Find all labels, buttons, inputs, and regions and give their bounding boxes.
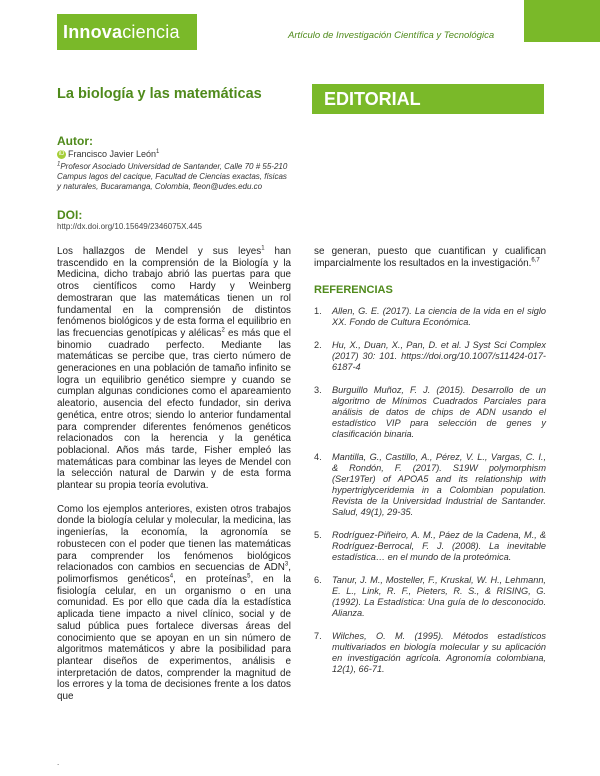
- reference-item: [314, 575, 546, 619]
- p2-text-a: Como los ejemplos anteriores, existen otros trabajos donde la biología celular y molecular, la medicina, las ingenierías, la economía, la agronomía se robustecen con el poder que tienen las matemáticas para comprender los fenómenos biológicos relacionados con cambios en secuencias de ADN: [57, 503, 291, 574]
- reference-number: 2.: [314, 340, 322, 350]
- author-label: Autor:: [57, 134, 93, 148]
- header-accent-block: [524, 0, 600, 42]
- reference-text: Hu, X., Duan, X., Pan, D. et al. J Syst Sci Complex (2017) 30: 101. https://doi.org/10.1007/s11424-017-6187-4: [332, 340, 546, 372]
- orcid-icon[interactable]: iD: [58, 151, 65, 158]
- p2-continued-sup: 6,7: [531, 257, 540, 264]
- affiliation-sup: 1: [57, 161, 61, 168]
- p2-sup-c: 5: [247, 573, 251, 580]
- p1-text-b: han trascendido en la comprensión de la Biología y la Medicina, dicho trabajo abrió las puertas para que otros científicos como Hardy y Weinberg demostraran que las matemáticas tienen un rol fundamental en la comprensión de distintos fenómenos biológicos y de esta forma el equilibrio en las frecuencias genotípicas y alélicas: [57, 246, 291, 339]
- references-title: REFERENCIAS: [314, 284, 393, 296]
- reference-text: Wilches, O. M. (1995). Métodos estadísticos multivariados en biología molecular y su aplicación en investigación agrícola. Agronomía colombiana, 12(1), 66-71.: [332, 631, 546, 674]
- body-right-continuation: [314, 246, 546, 269]
- p1-sup-b: 2: [221, 327, 225, 334]
- p1-sup-a: 1: [261, 245, 265, 252]
- p2-sup-a: 3: [284, 561, 289, 568]
- logo-part1: Innova: [63, 22, 123, 42]
- reference-text: Burguillo Muñoz, F. J. (2015). Desarrollo de un algoritmo de Mínimos Cuadrados Parciales para análisis de datos de chips de ADN usando el estadístico VIP para selección de genes y clasificación binaria.: [332, 385, 546, 439]
- article-type: Artículo de Investigación Científica y Tecnológica: [288, 30, 495, 41]
- reference-item: [314, 385, 546, 440]
- references-list: [314, 306, 546, 687]
- p2-sup-b: 4: [169, 573, 174, 580]
- reference-number: 5.: [314, 530, 322, 540]
- reference-item: [314, 631, 546, 675]
- reference-item: [314, 452, 546, 518]
- reference-number: 6.: [314, 575, 322, 585]
- author-sup: 1: [156, 149, 160, 155]
- logo-part2: ciencia: [122, 22, 180, 42]
- p2-text-b: , polimorfismos genéticos: [57, 562, 291, 585]
- reference-text: Mantilla, G., Castillo, A., Pérez, V. L., Vargas, C. I., & Rondón, F. (2017). S19W polymorphism (Ser19Ter) of APOA5 and its relationship with hypertriglyceridemia in a Colombian population. Revista de la Universidad Industrial de Santander. Salud, 49(1), 29-35.: [332, 452, 546, 517]
- p2-text-d: , en la fisiología celular, en un organismo o en una comunidad. Es por ello que cada día la estadística aplicada tiene impacto a nivel clínico, social y de salud pública pues fortalece diversas áreas del conocimiento que se apoyan en un sin número de algoritmos matemáticos y abre la posibilidad para plantear diseños de experimentos, análisis e interpretación de datos, comprender la magnitud de los errores y la toma de decisiones frente a los datos que: [57, 573, 292, 703]
- body-paragraph-1: [57, 246, 291, 492]
- author-name: Francisco Javier León: [68, 149, 157, 159]
- author-affiliation: [57, 162, 292, 192]
- page-title: La biología y las matemáticas: [57, 86, 262, 102]
- footer-mark: .: [57, 758, 60, 767]
- reference-text: Allen, G. E. (2017). La ciencia de la vida en el siglo XX. Fondo de Cultura Económica.: [332, 306, 546, 327]
- p1-text-a: Los hallazgos de Mendel y sus leyes: [57, 246, 262, 257]
- affiliation-text: Profesor Asociado Universidad de Santander, Calle 70 # 55-210 Campus lagos del cacique, Facultad de Ciencias exactas, físicas y naturales, Bucaramanga, Colombia, fleon@udes.edu.co: [57, 162, 288, 191]
- section-label: EDITORIAL: [312, 84, 544, 114]
- reference-number: 7.: [314, 631, 322, 641]
- doi-label: DOI:: [57, 208, 83, 222]
- reference-item: [314, 306, 546, 328]
- reference-text: Tanur, J. M., Mosteller, F., Kruskal, W. H., Lehmann, E. L., Link, R. F., Pieters, R. S., & RISING, G. (1992). La Estadística: Una guía de lo desconocido. Alianza.: [332, 575, 546, 618]
- author-line: [57, 149, 159, 159]
- reference-item: [314, 340, 546, 373]
- reference-number: 4.: [314, 452, 322, 462]
- body-paragraph-2: [57, 504, 291, 703]
- doi-link[interactable]: http://dx.doi.org/10.15649/2346075X.445: [57, 222, 203, 231]
- p2-continued-text: se generan, puesto que cuantifican y cualifican imparcialmente los resultados en la investigación.: [314, 246, 546, 269]
- body-left-column: [57, 246, 291, 715]
- reference-item: [314, 530, 546, 563]
- p1-text-c: es más que el binomio cuadrado perfecto. Mediante las matemáticas se percibe que, tras cierto número de generaciones en una población de tamaño infinito se logra un equilibrio genético siempre y cuando se cumplan algunas condiciones como el apareamiento aleatorio, ausencia del efecto fundador, sin deriva genética, entre otros; siendo lo anterior fundamental para comprender diferentes fenómenos genéticos relacionados con la herencia y la genética poblacional. Años más tarde, Fisher empleó las matemáticas para combinar las leyes de Mendel con la selección natural de Darwin y de esta forma plantear su propia teoría evolutiva.: [57, 327, 291, 492]
- reference-number: 3.: [314, 385, 322, 395]
- p2-text-c: , en proteínas: [173, 573, 248, 585]
- reference-text: Rodríguez-Piñeiro, A. M., Páez de la Cadena, M., & Rodríguez-Berrocal, F. J. (2008). La inevitable estadística… en el mundo de la proteómica.: [332, 530, 546, 562]
- journal-logo: [57, 14, 197, 50]
- reference-number: 1.: [314, 306, 322, 316]
